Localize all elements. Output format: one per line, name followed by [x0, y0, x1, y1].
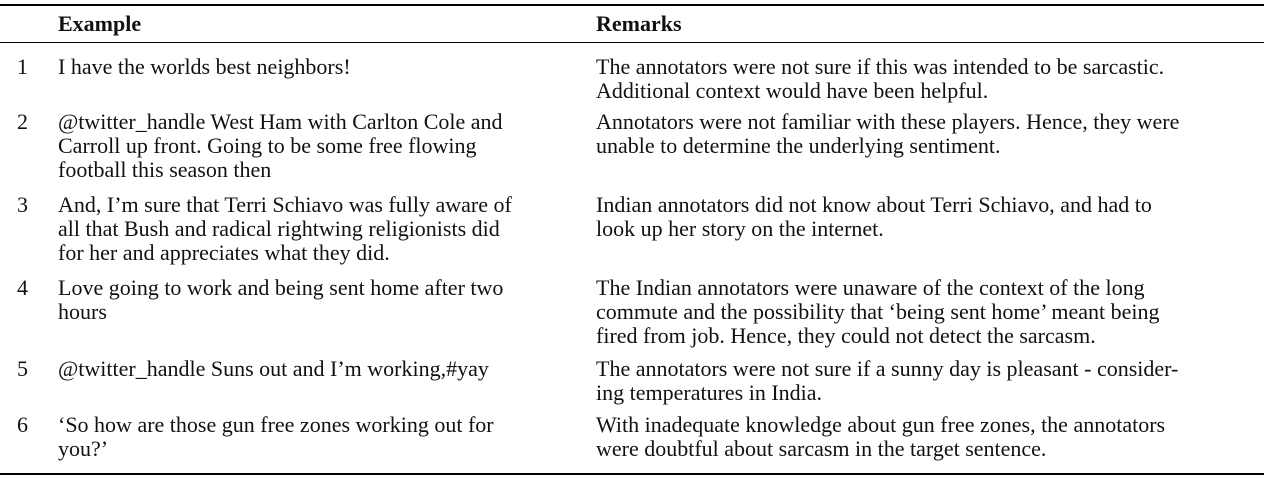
remarks-cell: Indian annotators did not know about Terri Schiavo, and had to look up her story on the internet.	[596, 192, 1152, 241]
remarks-cell: With inadequate knowledge about gun free zones, the annotators were doubtful about sarcasm in the target sentence.	[596, 412, 1166, 461]
remarks-cell: The annotators were not sure if this was intended to be sarcastic. Additional context would have been helpful.	[596, 54, 1165, 103]
row-number: 5	[17, 356, 28, 381]
row-number: 2	[17, 109, 28, 134]
row-number: 1	[17, 54, 28, 79]
example-cell: And, I’m sure that Terri Schiavo was fully aware of all that Bush and radical rightwing religionists did for her and appreciates what they did.	[58, 192, 512, 265]
remarks-cell: The Indian annotators were unaware of the context of the long commute and the possibility that ‘being sent home’ meant being fired from job. Hence, they could not detect the sarcasm.	[596, 275, 1160, 348]
table-top-rule	[0, 4, 1264, 6]
row-number: 3	[17, 192, 28, 217]
example-cell: I have the worlds best neighbors!	[58, 54, 351, 79]
example-cell: @twitter_handle Suns out and I’m working,#yay	[58, 356, 489, 381]
remarks-cell: The annotators were not sure if a sunny day is pleasant - consider- ing temperatures in India.	[596, 356, 1179, 405]
column-header-remarks: Remarks	[596, 11, 682, 36]
table-bottom-rule	[0, 473, 1264, 475]
example-cell: Love going to work and being sent home after two hours	[58, 275, 504, 324]
example-cell: ‘So how are those gun free zones working out for you?’	[58, 412, 494, 461]
remarks-cell: Annotators were not familiar with these players. Hence, they were unable to determine the underlying sentiment.	[596, 109, 1180, 158]
example-cell: @twitter_handle West Ham with Carlton Cole and Carroll up front. Going to be some free flowing football this season then	[58, 109, 503, 182]
row-number: 6	[17, 412, 28, 437]
column-header-example: Example	[58, 11, 142, 36]
table-header-rule	[0, 42, 1264, 43]
row-number: 4	[17, 275, 28, 300]
